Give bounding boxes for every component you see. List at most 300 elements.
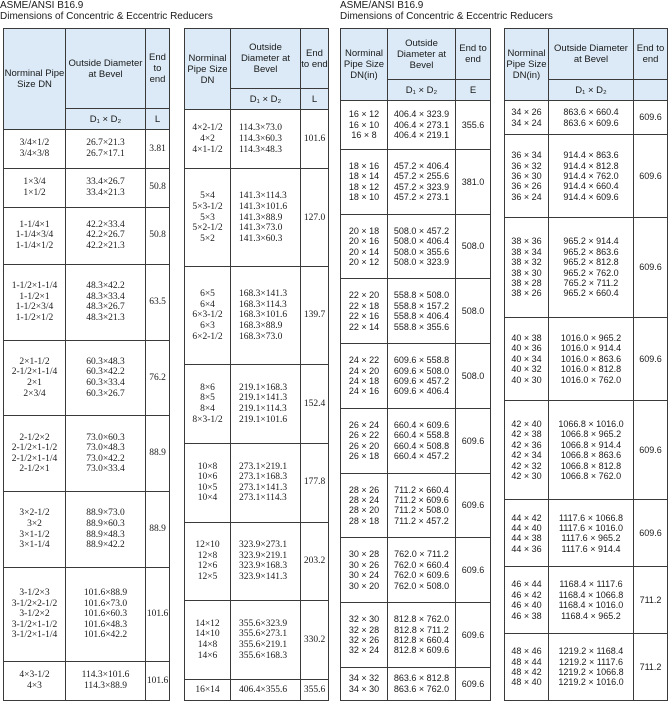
nominal-size: 38 × 32	[511, 257, 542, 268]
nominal-size: 3×1-1/4	[19, 540, 50, 551]
nominal-size: 34 × 24	[511, 117, 542, 128]
outside-diameter: 965.2 × 812.8	[563, 257, 619, 268]
outside-diameter: 812.8 × 711.2	[394, 624, 449, 635]
outside-diameter: 863.6 × 609.6	[563, 117, 619, 128]
nominal-size: 42 × 38	[511, 429, 542, 440]
outside-diameter-cell	[231, 443, 301, 522]
right-caption	[340, 0, 553, 22]
left-caption-title: Dimensions of Concentric & Eccentric Reducers	[0, 11, 213, 22]
outside-diameter: 88.9×60.3	[86, 518, 125, 529]
nominal-size: 1-1/4×1	[19, 219, 50, 230]
nominal-size: 30 × 20	[348, 580, 380, 591]
table-row	[185, 169, 329, 267]
nominal-size: 34 × 26	[511, 107, 542, 118]
outside-diameter-cell	[388, 344, 456, 409]
nominal-size: 8×5	[200, 393, 215, 404]
outside-diameter: 101.6×88.9	[83, 588, 128, 599]
outside-diameter: 48.3×21.3	[86, 312, 125, 323]
nominal-size: 16×14	[195, 684, 220, 695]
outside-diameter: 1016.0 × 863.6	[560, 353, 622, 364]
nominal-size: 2-1/2×1-1/4	[11, 453, 58, 464]
outside-diameter: 219.1×168.3	[239, 382, 288, 393]
end-to-end-length: 609.6	[456, 603, 491, 668]
table-row	[185, 679, 329, 700]
outside-diameter: 141.3×101.6	[239, 202, 288, 212]
nominal-size-cell	[341, 408, 388, 473]
header-outside-diameter: Outside Diameter at Bevel	[549, 29, 634, 80]
nominal-size: 2-1/2×1	[19, 464, 50, 475]
nominal-size: 36 × 30	[511, 171, 542, 182]
outside-diameter-cell	[549, 101, 634, 135]
nominal-size: 8×6	[200, 382, 215, 393]
nominal-size-cell	[341, 101, 388, 150]
outside-diameter: 1066.8 × 914.4	[560, 439, 622, 450]
table-row	[4, 130, 170, 169]
outside-diameter: 965.2 × 660.4	[563, 288, 619, 299]
outside-diameter: 355.6×323.9	[239, 618, 288, 629]
outside-diameter-cell	[66, 340, 146, 416]
nominal-size: 3/4×1/2	[19, 138, 50, 149]
outside-diameter: 558.8 × 355.6	[393, 321, 450, 332]
nominal-size: 48 × 42	[511, 667, 542, 678]
nominal-size: 42 × 36	[511, 439, 542, 450]
nominal-size: 38 × 34	[511, 246, 542, 257]
outside-diameter: 141.3×114.3	[239, 191, 287, 202]
nominal-size: 12×6	[197, 561, 218, 572]
outside-diameter: 1066.8 × 1016.0	[558, 419, 624, 429]
outside-diameter: 168.3×101.6	[239, 310, 288, 321]
outside-diameter: 457.2 × 255.6	[393, 171, 450, 182]
nominal-size: 5×3	[200, 212, 215, 223]
nominal-size: 40 × 32	[511, 364, 542, 375]
nominal-size: 46 × 38	[511, 610, 542, 621]
nominal-size: 16 × 8	[351, 130, 377, 141]
end-to-end-length: 609.6	[456, 538, 491, 603]
table-row	[185, 443, 329, 522]
nominal-size: 32 × 24	[348, 645, 380, 656]
end-to-end-length: 88.9	[146, 492, 170, 568]
nominal-size: 18 × 12	[348, 181, 380, 192]
outside-diameter: 101.6×73.0	[83, 598, 128, 609]
nominal-size: 12×10	[195, 540, 220, 551]
outside-diameter: 762.0 × 508.0	[393, 580, 450, 591]
nominal-size-cell	[185, 267, 231, 365]
nominal-size: 46 × 44	[511, 579, 542, 590]
outside-diameter: 141.3×88.9	[239, 212, 283, 223]
outside-diameter: 609.6 × 457.2	[393, 375, 450, 386]
nominal-size: 42 × 40	[511, 419, 542, 429]
outside-diameter: 73.0×33.4	[86, 464, 125, 475]
nominal-size-cell	[185, 110, 231, 169]
nominal-size: 1×3/4	[23, 177, 46, 188]
nominal-size-cell	[185, 601, 231, 680]
table-row	[341, 667, 491, 700]
nominal-size: 26 × 22	[348, 430, 380, 441]
outside-diameter: 168.3×141.3	[239, 289, 288, 300]
nominal-size: 42 × 30	[511, 471, 542, 482]
nominal-size: 34 × 30	[348, 683, 380, 694]
outside-diameter: 168.3×114.3	[239, 299, 287, 310]
outside-diameter-cell	[231, 267, 301, 365]
outside-diameter-cell	[549, 634, 634, 701]
outside-diameter: 711.2 × 660.4	[394, 484, 449, 495]
outside-diameter: 765.2 × 711.2	[563, 278, 619, 288]
outside-diameter: 1168.4 × 1016.0	[558, 600, 624, 611]
subheader-length: E	[456, 80, 491, 101]
nominal-size-cell	[4, 168, 66, 207]
outside-diameter-cell	[66, 567, 146, 661]
nominal-size: 28 × 20	[348, 505, 380, 516]
outside-diameter: 914.4 × 660.4	[563, 181, 619, 192]
outside-diameter: 101.6×48.3	[83, 619, 128, 630]
nominal-size: 26 × 18	[348, 451, 380, 462]
outside-diameter: 1219.2 × 1016.0	[558, 677, 624, 688]
nominal-size-cell	[341, 344, 388, 409]
nominal-size: 4×2	[200, 133, 215, 144]
outside-diameter: 812.8 × 762.0	[393, 614, 450, 625]
outside-diameter: 355.6×219.1	[239, 640, 288, 651]
outside-diameter: 1168.4 × 1066.8	[558, 589, 624, 600]
outside-diameter: 609.6 × 558.8	[393, 355, 450, 366]
table-row	[341, 344, 491, 409]
outside-diameter: 141.3×73.0	[239, 223, 283, 234]
outside-diameter: 114.3×48.3	[239, 144, 283, 155]
outside-diameter: 1117.6 × 914.4	[561, 543, 621, 554]
nominal-size: 44 × 38	[511, 533, 542, 544]
header-nominal-pipe-size: Norminal Pipe Size DN	[4, 29, 66, 130]
outside-diameter: 26.7×17.1	[86, 148, 125, 159]
nominal-size-cell	[185, 679, 231, 700]
nominal-size: 5×3-1/2	[192, 202, 223, 212]
nominal-size: 22 × 14	[348, 321, 380, 332]
outside-diameter-cell	[231, 365, 301, 444]
outside-diameter: 42.2×26.7	[86, 230, 125, 241]
outside-diameter: 33.4×21.3	[86, 187, 125, 198]
outside-diameter-cell	[231, 169, 301, 267]
reducer-table-2	[184, 28, 329, 701]
outside-diameter: 660.4 × 508.8	[393, 440, 450, 451]
subheader-diameters: D₁ × D₂	[231, 89, 301, 110]
nominal-size: 24 × 20	[348, 365, 380, 376]
outside-diameter-cell	[231, 110, 301, 169]
table-row	[185, 601, 329, 680]
end-to-end-length: 88.9	[146, 416, 170, 492]
nominal-size: 10×5	[197, 482, 218, 493]
nominal-size-cell	[185, 522, 231, 601]
nominal-size: 2-1/2×2	[19, 432, 50, 443]
nominal-size: 2-1/2×1-1/2	[11, 443, 58, 454]
outside-diameter: 323.9×273.1	[239, 540, 288, 551]
nominal-size: 2×1-1/2	[19, 356, 50, 367]
nominal-size: 14×8	[197, 640, 218, 651]
end-to-end-length: 609.6	[634, 500, 668, 567]
header-end-to-end: End to end	[634, 29, 668, 80]
outside-diameter: 323.9×141.3	[239, 572, 288, 582]
outside-diameter-cell	[66, 416, 146, 492]
nominal-size: 36 × 26	[511, 181, 542, 192]
outside-diameter: 88.9×73.0	[86, 508, 125, 519]
nominal-size: 1-1/2×1	[19, 291, 50, 302]
nominal-size: 14×10	[195, 629, 220, 640]
header-end-to-end: End to end	[456, 29, 491, 80]
outside-diameter: 48.3×26.7	[86, 302, 125, 313]
nominal-size: 22 × 20	[348, 290, 380, 301]
end-to-end-length: 139.7	[301, 267, 329, 365]
outside-diameter-cell	[549, 317, 634, 400]
end-to-end-length: 50.8	[146, 207, 170, 264]
end-to-end-length: 203.2	[301, 522, 329, 601]
nominal-size-cell	[4, 340, 66, 416]
outside-diameter: 406.4×355.6	[239, 684, 288, 695]
nominal-size: 42 × 34	[511, 450, 542, 461]
nominal-size: 4×3-1/2	[19, 670, 50, 681]
nominal-size-cell	[341, 667, 388, 700]
reducer-table-1	[3, 28, 170, 701]
outside-diameter: 660.4 × 609.6	[393, 419, 450, 430]
outside-diameter-cell	[66, 130, 146, 169]
nominal-size: 14×6	[197, 650, 218, 661]
nominal-size: 44 × 42	[511, 512, 542, 523]
outside-diameter: 48.3×33.4	[86, 291, 125, 302]
nominal-size-cell	[341, 538, 388, 603]
nominal-size: 40 × 38	[511, 332, 542, 343]
outside-diameter: 101.6×42.2	[83, 630, 128, 641]
header-nominal-pipe-size: Norminal Pipe Size DN(in)	[505, 29, 549, 101]
end-to-end-length: 609.6	[456, 667, 491, 700]
nominal-size: 14×12	[195, 618, 220, 629]
nominal-size: 36 × 24	[511, 191, 542, 202]
reducer-table-3	[340, 28, 491, 701]
table-row	[505, 500, 668, 567]
nominal-size-cell	[505, 218, 549, 317]
nominal-size: 10×4	[197, 493, 218, 504]
outside-diameter-cell	[549, 218, 634, 317]
outside-diameter-cell	[231, 601, 301, 680]
nominal-size: 6×2-1/2	[192, 331, 223, 342]
nominal-size: 32 × 30	[348, 614, 380, 625]
table-row	[4, 168, 170, 207]
nominal-size: 38 × 28	[511, 278, 542, 288]
nominal-size-cell	[341, 214, 388, 279]
outside-diameter-cell	[388, 149, 456, 214]
end-to-end-length: 609.6	[634, 218, 668, 317]
end-to-end-length: 127.0	[301, 169, 329, 267]
outside-diameter-cell	[231, 522, 301, 601]
outside-diameter-cell	[388, 408, 456, 473]
nominal-size: 30 × 24	[348, 570, 380, 581]
outside-diameter: 1016.0 × 812.8	[560, 364, 622, 375]
outside-diameter: 42.2×33.4	[86, 219, 125, 230]
outside-diameter: 1066.8 × 863.6	[560, 450, 622, 461]
outside-diameter-cell	[388, 538, 456, 603]
nominal-size: 4×2-1/2	[192, 123, 223, 134]
outside-diameter-cell	[66, 207, 146, 264]
table-row	[4, 264, 170, 340]
outside-diameter-cell	[66, 264, 146, 340]
outside-diameter: 355.6×273.1	[239, 629, 288, 640]
outside-diameter: 609.6 × 508.0	[393, 365, 450, 376]
nominal-size: 40 × 36	[511, 343, 542, 354]
outside-diameter: 508.0 × 323.9	[393, 256, 450, 267]
outside-diameter-cell	[66, 662, 146, 701]
nominal-size: 32 × 28	[348, 624, 380, 635]
outside-diameter: 457.2 × 406.4	[393, 160, 450, 171]
table-row	[4, 340, 170, 416]
outside-diameter: 508.0 × 457.2	[393, 225, 450, 236]
nominal-size: 16 × 10	[348, 119, 380, 130]
nominal-size: 6×3	[200, 321, 215, 332]
outside-diameter: 965.2 × 863.6	[563, 246, 619, 257]
nominal-size: 42 × 32	[511, 460, 542, 471]
nominal-size-cell	[505, 101, 549, 135]
outside-diameter: 1016.0 × 914.4	[560, 343, 622, 354]
end-to-end-length: 177.8	[301, 443, 329, 522]
outside-diameter: 711.2 × 508.0	[394, 505, 449, 516]
nominal-size: 48 × 46	[511, 646, 542, 657]
nominal-size: 38 × 36	[511, 236, 542, 247]
outside-diameter: 406.4 × 273.1	[393, 119, 450, 130]
table-row	[505, 135, 668, 218]
outside-diameter: 60.3×48.3	[86, 356, 125, 367]
outside-diameter: 1219.2 × 1066.8	[558, 667, 624, 678]
nominal-size: 16 × 12	[348, 109, 380, 120]
outside-diameter: 1066.8 × 762.0	[560, 471, 622, 482]
end-to-end-length: 63.5	[146, 264, 170, 340]
table-row	[4, 662, 170, 701]
end-to-end-length: 50.8	[146, 168, 170, 207]
right-caption-title: Dimensions of Concentric & Eccentric Reducers	[340, 11, 553, 22]
subheader-length: L	[146, 109, 170, 130]
end-to-end-length: 101.6	[146, 662, 170, 701]
table-row	[505, 567, 668, 634]
nominal-size: 38 × 26	[511, 288, 542, 299]
end-to-end-length: 152.4	[301, 365, 329, 444]
outside-diameter: 1168.4 × 965.2	[561, 610, 621, 621]
outside-diameter: 711.2 × 609.6	[394, 495, 449, 506]
outside-diameter: 609.6 × 406.4	[393, 386, 450, 397]
outside-diameter: 168.3×73.0	[239, 331, 283, 342]
outside-diameter: 168.3×88.9	[239, 321, 283, 332]
nominal-size: 24 × 18	[348, 375, 380, 386]
outside-diameter: 73.0×48.3	[86, 443, 125, 454]
nominal-size-cell	[185, 365, 231, 444]
nominal-size: 30 × 28	[348, 549, 380, 560]
end-to-end-length: 355.6	[456, 101, 491, 150]
nominal-size: 2×3/4	[23, 388, 46, 399]
nominal-size-cell	[4, 130, 66, 169]
end-to-end-length: 609.6	[634, 317, 668, 400]
outside-diameter: 219.1×141.3	[239, 393, 288, 404]
nominal-size: 26 × 24	[348, 419, 380, 430]
nominal-size: 3-1/2×1-1/2	[11, 619, 58, 630]
nominal-size-cell	[341, 149, 388, 214]
nominal-size: 28 × 26	[348, 484, 380, 495]
outside-diameter: 114.3×60.3	[239, 133, 283, 144]
nominal-size: 4×3	[27, 681, 42, 692]
end-to-end-length: 76.2	[146, 340, 170, 416]
table-row	[341, 603, 491, 668]
subheader-diameters: D₁ × D₂	[549, 80, 634, 101]
nominal-size: 18 × 10	[348, 192, 380, 203]
outside-diameter-cell	[549, 400, 634, 499]
end-to-end-length: 381.0	[456, 149, 491, 214]
outside-diameter-cell	[549, 500, 634, 567]
nominal-size: 10×8	[197, 461, 218, 472]
table-row	[505, 218, 668, 317]
nominal-size: 1-1/2×1/2	[15, 312, 54, 323]
end-to-end-length: 355.6	[301, 679, 329, 700]
outside-diameter: 60.3×33.4	[86, 377, 125, 388]
table-row	[341, 101, 491, 150]
outside-diameter: 508.0 × 406.4	[393, 236, 450, 247]
outside-diameter-cell	[549, 135, 634, 218]
nominal-size: 32 × 26	[348, 634, 380, 645]
table-row	[341, 408, 491, 473]
nominal-size: 18 × 14	[348, 171, 380, 182]
outside-diameter: 1016.0 × 762.0	[560, 374, 622, 385]
nominal-size: 20 × 14	[348, 246, 380, 257]
end-to-end-length: 609.6	[634, 135, 668, 218]
end-to-end-length: 3.81	[146, 130, 170, 169]
outside-diameter: 219.1×114.3	[239, 404, 287, 415]
table-row	[185, 267, 329, 365]
outside-diameter: 914.4 × 863.6	[563, 150, 619, 161]
outside-diameter-cell	[388, 101, 456, 150]
table-row	[341, 214, 491, 279]
outside-diameter: 101.6×60.3	[83, 609, 128, 620]
nominal-size: 1×1/2	[23, 187, 46, 198]
outside-diameter: 73.0×42.2	[86, 453, 125, 464]
nominal-size: 3-1/2×2	[19, 609, 50, 620]
nominal-size-cell	[185, 169, 231, 267]
outside-diameter: 1219.2 × 1117.6	[559, 656, 623, 667]
nominal-size-cell	[4, 492, 66, 568]
table-row	[185, 110, 329, 169]
nominal-size: 46 × 40	[511, 600, 542, 611]
outside-diameter: 863.6 × 812.8	[393, 673, 450, 684]
outside-diameter: 508.0 × 355.6	[393, 246, 450, 257]
outside-diameter-cell	[549, 567, 634, 634]
outside-diameter-cell	[388, 473, 456, 538]
nominal-size: 4×1-1/2	[192, 144, 223, 155]
end-to-end-length: 609.6	[634, 400, 668, 499]
nominal-size: 20 × 12	[348, 256, 380, 267]
nominal-size-cell	[4, 416, 66, 492]
table-row	[4, 416, 170, 492]
outside-diameter: 273.1×114.3	[239, 493, 287, 504]
outside-diameter: 762.0 × 660.4	[393, 559, 450, 570]
outside-diameter: 114.3×73.0	[239, 123, 283, 134]
nominal-size: 34 × 32	[348, 673, 380, 684]
nominal-size: 1-1/2×1-1/4	[11, 280, 58, 291]
right-caption-standard: ASME/ANSI B16.9	[340, 0, 424, 11]
header-end-to-end: End to end	[146, 29, 170, 109]
end-to-end-length: 609.6	[634, 101, 668, 135]
outside-diameter-cell	[388, 279, 456, 344]
nominal-size: 8×3-1/2	[192, 414, 223, 425]
nominal-size: 3×2	[27, 518, 42, 529]
table-row	[505, 400, 668, 499]
end-to-end-length: 508.0	[456, 279, 491, 344]
subheader-diameters: D₁ × D₂	[66, 109, 146, 130]
table-row	[4, 492, 170, 568]
nominal-size: 1-1/4×1/2	[15, 240, 54, 251]
nominal-size: 20 × 18	[348, 225, 380, 236]
nominal-size: 5×2	[200, 233, 215, 244]
outside-diameter: 558.8 × 508.0	[393, 290, 450, 301]
outside-diameter-cell	[388, 667, 456, 700]
nominal-size: 44 × 36	[511, 543, 542, 554]
